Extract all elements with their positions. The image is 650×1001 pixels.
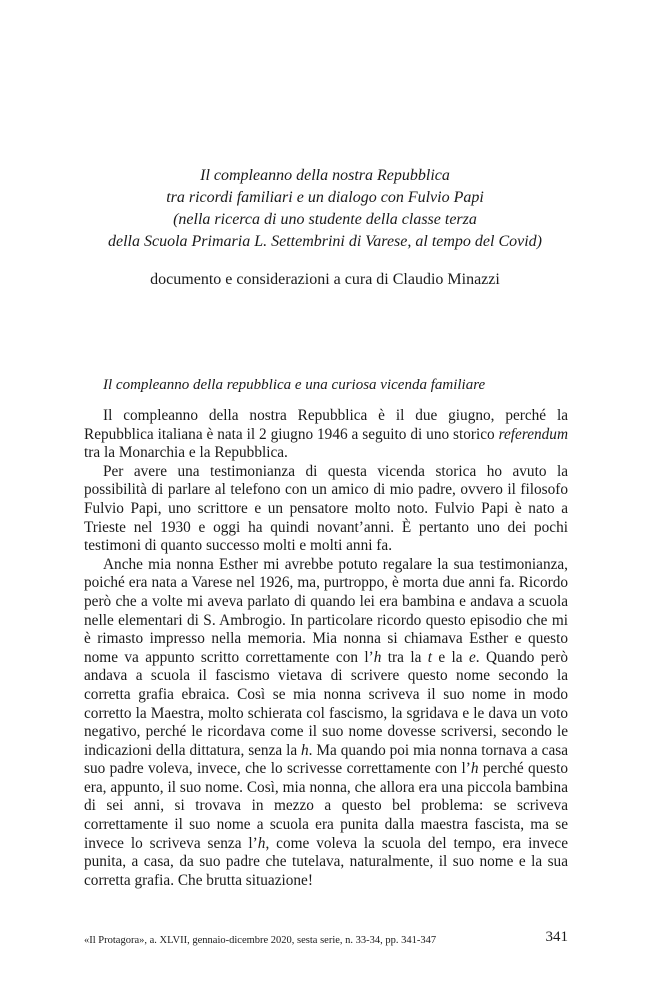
- letter-e-italic: e: [468, 648, 476, 666]
- letter-h-italic: h: [301, 741, 309, 759]
- page-number: 341: [545, 929, 568, 945]
- title-line-4: della Scuola Primaria L. Settembrini di Varese, al tempo del Covid): [107, 233, 543, 250]
- letter-h-italic: h: [470, 760, 479, 778]
- title-line-1: Il compleanno della nostra Repubblica: [200, 167, 450, 184]
- paragraph-3-text-m: , come voleva la scuola del tempo, era invece punita, a casa, da suo padre che tutelava, naturalmente, il suo nome e la sua corretta grafia. Che brutta situazione!: [84, 834, 568, 889]
- paragraph-3-text-c: tra la: [381, 648, 428, 666]
- editor-byline: documento e considerazioni a cura di Claudio Minazzi: [150, 271, 500, 288]
- paragraph-3-text-g: . Quando però andava a scuola il fascismo vietava di scrivere questo nome secondo la corretta grafia ebraica. Così se mia nonna scriveva il suo nome in modo corretto la Maestra, molto schierata col fascismo, la sgridava e le dava un voto negativo, perché le ricordava come il suo nome dovesse scriversi, secondo le indicazioni della dittatura, senza la: [84, 648, 568, 759]
- paragraph-1-text-a: Il compleanno della nostra Repubblica è il due giugno, perché la Repubblica italiana è nata il 2 giugno 1946 a seguito di uno storico: [84, 407, 568, 443]
- paragraph-3-text-e: e la: [432, 648, 469, 666]
- paragraph-3-text-k: perché questo era, appunto, il suo nome. Così, mia nonna, che allora era una piccola bambina di sei anni, si trovava in mezzo a questo bel problema: se scriveva correttamente il suo nome a scuola era punita dalla maestra fascista, ma se invece lo scriveva senza l’: [84, 760, 568, 852]
- referendum-term: referendum: [498, 425, 568, 443]
- paragraph-2: [84, 463, 568, 556]
- journal-citation: «Il Protagora», a. XLVII, gennaio-dicembre 2020, sesta serie, n. 33-34, pp. 341-347: [84, 935, 437, 946]
- paragraph-3: [84, 556, 568, 891]
- article-body: [84, 407, 568, 890]
- paragraph-3-text-a: Anche mia nonna Esther mi avrebbe potuto regalare la sua testimonianza, poiché era nata a Varese nel 1926, ma, purtroppo, è morta due anni fa. Ricordo però che a volte mi aveva parlato di quando lei era bambina e andava a scuola nelle elementari di S. Ambrogio. In particolare ricordo questo episodio che mi è rimasto impresso nella memoria. Mia nonna si chiamava Esther e questo nome va appunto scritto correttamente con l’: [84, 555, 568, 666]
- letter-h-italic: h: [257, 834, 266, 852]
- paragraph-1-text-c: tra la Monarchia e la Repubblica.: [84, 444, 288, 462]
- paragraph-3-text-i: . Ma quando poi mia nonna tornava a casa suo padre voleva, invece, che lo scrivesse correttamente con l’: [84, 741, 568, 778]
- title-line-3: (nella ricerca di uno studente della classe terza: [173, 211, 477, 228]
- title-line-2: tra ricordi familiari e un dialogo con Fulvio Papi: [166, 189, 484, 206]
- paragraph-1: [84, 407, 568, 463]
- section-heading: Il compleanno della repubblica e una curiosa vicenda familiare: [103, 377, 486, 393]
- letter-t-italic: t: [427, 648, 432, 666]
- article-title: [60, 165, 590, 253]
- letter-h-italic: h: [373, 648, 382, 666]
- paragraph-2-text: Per avere una testimonianza di questa vicenda storica ho avuto la possibilità di parlare al telefono con un amico di mio padre, ovvero il filosofo Fulvio Papi, uno scrittore e un pensatore molto noto. Fulvio Papi è nato a Trieste nel 1930 e oggi ha quindi novant’anni. È pertanto uno dei pochi testimoni di quanto successo molti e molti anni fa.: [84, 462, 568, 555]
